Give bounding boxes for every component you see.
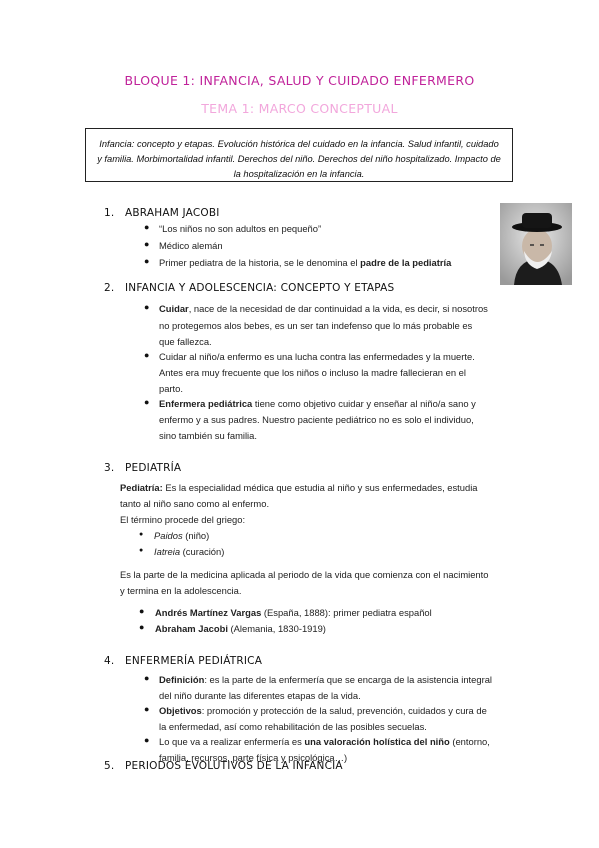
- portrait-photo: [500, 203, 572, 285]
- section-2-heading: [104, 282, 394, 294]
- sub-bullet-icon: ●: [139, 531, 144, 538]
- summary-box: Infancia: concepto y etapas. Evolución histórica del cuidado en la infancia. Salud infantil, cuidado y familia. Morbimortalidad infantil. Derechos del niño. Derechos del niño hospitalizado. Impacto de la hospitalización en la infancia.: [85, 128, 513, 182]
- paragraph-line: enfermo y a sus padres. Nuestro paciente pediátrico no es solo el individuo,: [159, 414, 474, 425]
- paragraph-line: [159, 734, 490, 750]
- bullet-icon: ●: [144, 673, 150, 683]
- bullet-icon: ●: [144, 350, 150, 360]
- bullet-icon: ●: [144, 222, 150, 232]
- bullet-icon: ●: [144, 302, 150, 312]
- paragraph-line: Antes era muy frecuente que los niños o incluso la madre fallecieran en el: [159, 367, 466, 378]
- bullet-icon: ●: [144, 256, 150, 266]
- list-item: “Los niños no son adultos en pequeño”: [159, 223, 322, 234]
- text: (niño): [182, 530, 210, 541]
- text: , nace de la necesidad de dar continuidad a la vida, es decir, si nosotros: [188, 303, 488, 314]
- paragraph-line: y termina en la adolescencia.: [120, 585, 242, 596]
- text: (entorno,: [449, 736, 490, 747]
- section-2-number: 2.: [104, 282, 115, 294]
- paragraph-line: [159, 301, 488, 317]
- section-4-heading: [104, 655, 262, 667]
- text: (Alemania, 1830-1919): [227, 623, 326, 634]
- section-4-title: ENFERMERÍA PEDIÁTRICA: [125, 655, 263, 667]
- italic-text: Paidos: [154, 530, 183, 541]
- paragraph-line: parto.: [159, 383, 183, 394]
- section-3-title: PEDIATRÍA: [125, 462, 182, 474]
- paragraph-line: la enfermedad, así como rehabilitación de las posibles secuelas.: [159, 721, 427, 732]
- bullet-icon: ●: [144, 239, 150, 249]
- bold-text: Pediatría:: [120, 482, 163, 493]
- text: Es la especialidad médica que estudia al niño y sus enfermedades, estudia: [162, 482, 478, 493]
- text: : es la parte de la enfermería que se encarga de la asistencia integral: [204, 674, 493, 685]
- paragraph-line: familia, recursos, parte física y psicológica…): [159, 752, 348, 763]
- portrait-image: [500, 203, 572, 285]
- text: : promoción y protección de la salud, prevención, cuidados y cura de: [201, 705, 487, 716]
- paragraph-line: El término procede del griego:: [120, 514, 246, 525]
- paragraph-line: [159, 396, 476, 412]
- italic-text: Iatreia: [154, 546, 181, 557]
- section-2-title: INFANCIA Y ADOLESCENCIA: CONCEPTO Y ETAPAS: [125, 282, 395, 294]
- bullet-icon: ●: [139, 622, 145, 632]
- bullet-icon: ●: [139, 606, 145, 616]
- paragraph-line: sino también su familia.: [159, 430, 257, 441]
- paragraph-line: que fallezca.: [159, 336, 212, 347]
- list-item: [155, 621, 326, 637]
- section-1-title: ABRAHAM JACOBI: [125, 207, 220, 219]
- bold-text: una valoración holística del niño: [304, 736, 450, 747]
- bold-text: Andrés Martínez Vargas: [155, 607, 262, 618]
- text: tiene como objetivo cuidar y enseñar al niño/a sano y: [252, 398, 476, 409]
- bold-text: Cuidar: [159, 303, 189, 314]
- section-3-heading: [104, 462, 181, 474]
- document-title: BLOQUE 1: INFANCIA, SALUD Y CUIDADO ENFERMERO: [124, 73, 475, 88]
- paragraph-line: del niño durante las diferentes etapas de la vida.: [159, 690, 361, 701]
- document-subtitle: TEMA 1: MARCO CONCEPTUAL: [201, 101, 398, 116]
- section-4-number: 4.: [104, 655, 115, 667]
- section-5-heading: [104, 760, 343, 772]
- bold-text: Definición: [159, 674, 205, 685]
- section-3-number: 3.: [104, 462, 115, 474]
- paragraph-line: [159, 672, 492, 688]
- list-item: Médico alemán: [159, 240, 223, 251]
- paragraph-line: [159, 703, 487, 719]
- list-item: [154, 528, 209, 544]
- paragraph-line: no protegemos alos bebes, es un ser tan indefenso que lo más probable es: [159, 320, 473, 331]
- text: Lo que va a realizar enfermería es: [159, 736, 305, 747]
- text: (España, 1888): primer pediatra español: [261, 607, 432, 618]
- section-5-title: PERIODOS EVOLUTIVOS DE LA INFANCIA: [125, 760, 343, 772]
- bold-text: Enfermera pediátrica: [159, 398, 253, 409]
- list-item: [154, 544, 224, 560]
- bullet-icon: ●: [144, 704, 150, 714]
- bold-text: Abraham Jacobi: [155, 623, 228, 634]
- section-5-number: 5.: [104, 760, 115, 772]
- list-item: [159, 255, 451, 271]
- paragraph-line: Cuidar al niño/a enfermo es una lucha contra las enfermedades y la muerte.: [159, 351, 475, 362]
- paragraph-line: [120, 480, 478, 496]
- paragraph-line: Es la parte de la medicina aplicada al periodo de la vida que comienza con el nacimiento: [120, 569, 489, 580]
- text: (curación): [180, 546, 225, 557]
- text: Primer pediatra de la historia, se le denomina el: [159, 257, 361, 268]
- list-item: [155, 605, 432, 621]
- section-1-number: 1.: [104, 207, 115, 219]
- section-1-heading: [104, 207, 220, 219]
- paragraph-line: tanto al niño sano como al enfermo.: [120, 498, 270, 509]
- bullet-icon: ●: [144, 397, 150, 407]
- bold-text: padre de la pediatría: [360, 257, 452, 268]
- sub-bullet-icon: ●: [139, 547, 144, 554]
- bold-text: Objetivos: [159, 705, 202, 716]
- bullet-icon: ●: [144, 735, 150, 745]
